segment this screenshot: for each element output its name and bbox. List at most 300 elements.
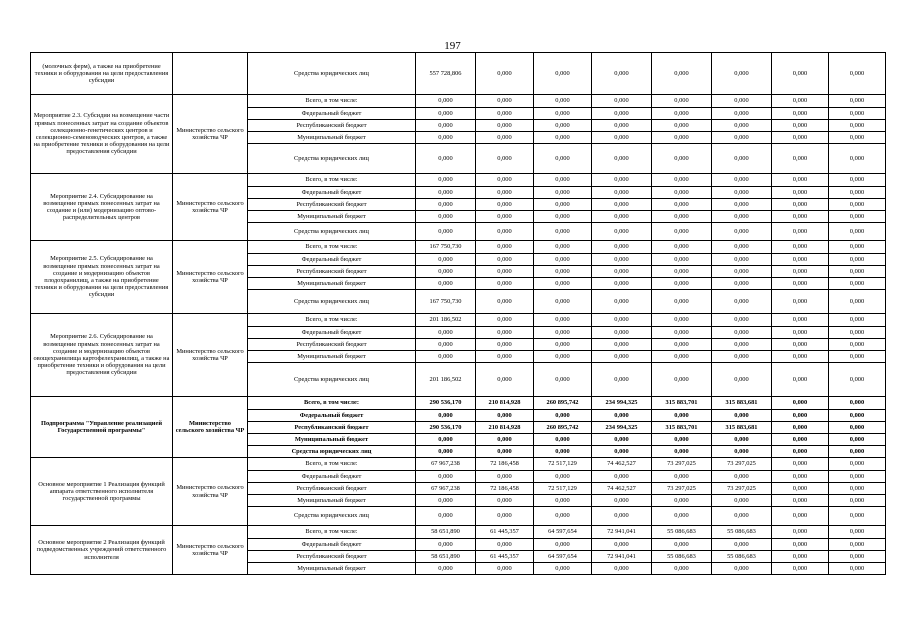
amount-cell: 0,000 [592, 327, 652, 339]
amount-cell: 0,000 [712, 507, 772, 526]
funding-source-cell: Федеральный бюджет [248, 539, 416, 551]
funding-source-cell: Муниципальный бюджет [248, 351, 416, 363]
amount-cell: 0,000 [534, 254, 592, 266]
funding-source-cell: Республиканский бюджет [248, 199, 416, 211]
amount-cell: 0,000 [652, 174, 712, 187]
amount-cell: 0,000 [772, 187, 829, 199]
amount-cell: 0,000 [652, 563, 712, 575]
amount-cell: 0,000 [592, 108, 652, 120]
amount-cell: 0,000 [416, 471, 476, 483]
amount-cell: 0,000 [829, 351, 886, 363]
program-name-cell: (молочных ферм), а также на приобретение техники и оборудования на цели предоставления субсидии [31, 53, 173, 95]
amount-cell: 0,000 [592, 95, 652, 108]
amount-cell: 0,000 [476, 539, 534, 551]
amount-cell: 0,000 [829, 339, 886, 351]
amount-cell: 0,000 [829, 327, 886, 339]
program-name-cell: Основное мероприятие 1 Реализация функций аппарата ответственного исполнителя государственной программы [31, 458, 173, 526]
amount-cell: 315 883,701 [652, 422, 712, 434]
amount-cell: 0,000 [829, 551, 886, 563]
funding-source-cell: Федеральный бюджет [248, 327, 416, 339]
amount-cell: 0,000 [772, 507, 829, 526]
amount-cell: 0,000 [652, 223, 712, 241]
amount-cell: 0,000 [829, 187, 886, 199]
amount-cell: 0,000 [652, 363, 712, 397]
amount-cell: 0,000 [772, 254, 829, 266]
amount-cell: 0,000 [772, 314, 829, 327]
amount-cell: 0,000 [476, 446, 534, 458]
amount-cell: 0,000 [829, 132, 886, 144]
amount-cell: 210 814,928 [476, 397, 534, 410]
amount-cell: 210 814,928 [476, 422, 534, 434]
amount-cell: 0,000 [829, 363, 886, 397]
funding-source-cell: Республиканский бюджет [248, 266, 416, 278]
amount-cell: 0,000 [416, 95, 476, 108]
amount-cell: 0,000 [652, 120, 712, 132]
amount-cell: 167 750,730 [416, 241, 476, 254]
funding-source-cell: Всего, в том числе: [248, 241, 416, 254]
amount-cell: 0,000 [772, 223, 829, 241]
executor-cell: Министерство сельского хозяйства ЧР [173, 174, 248, 241]
amount-cell: 0,000 [652, 53, 712, 95]
amount-cell: 67 967,238 [416, 458, 476, 471]
amount-cell: 0,000 [829, 314, 886, 327]
amount-cell: 0,000 [416, 339, 476, 351]
amount-cell: 0,000 [829, 397, 886, 410]
amount-cell: 0,000 [416, 223, 476, 241]
amount-cell: 0,000 [712, 132, 772, 144]
amount-cell: 72 186,458 [476, 483, 534, 495]
amount-cell: 0,000 [772, 471, 829, 483]
amount-cell: 0,000 [592, 199, 652, 211]
amount-cell: 0,000 [416, 254, 476, 266]
amount-cell: 0,000 [476, 132, 534, 144]
amount-cell: 315 883,681 [712, 397, 772, 410]
amount-cell: 0,000 [592, 174, 652, 187]
amount-cell: 0,000 [476, 327, 534, 339]
amount-cell: 0,000 [592, 471, 652, 483]
amount-cell: 0,000 [416, 199, 476, 211]
amount-cell: 0,000 [534, 187, 592, 199]
amount-cell: 0,000 [772, 339, 829, 351]
amount-cell: 0,000 [416, 351, 476, 363]
funding-source-cell: Федеральный бюджет [248, 108, 416, 120]
amount-cell: 0,000 [829, 144, 886, 174]
amount-cell: 0,000 [712, 290, 772, 314]
amount-cell: 0,000 [476, 223, 534, 241]
amount-cell: 0,000 [712, 278, 772, 290]
amount-cell: 234 994,325 [592, 397, 652, 410]
amount-cell: 73 297,025 [652, 483, 712, 495]
amount-cell: 0,000 [712, 446, 772, 458]
amount-cell: 0,000 [534, 434, 592, 446]
amount-cell: 0,000 [416, 507, 476, 526]
amount-cell: 0,000 [534, 563, 592, 575]
amount-cell: 0,000 [592, 351, 652, 363]
table-row [31, 241, 886, 254]
amount-cell: 0,000 [592, 507, 652, 526]
amount-cell: 0,000 [712, 144, 772, 174]
funding-source-cell: Федеральный бюджет [248, 471, 416, 483]
amount-cell: 0,000 [772, 211, 829, 223]
amount-cell: 0,000 [476, 241, 534, 254]
amount-cell: 0,000 [772, 108, 829, 120]
amount-cell: 0,000 [772, 132, 829, 144]
amount-cell: 0,000 [652, 314, 712, 327]
amount-cell: 0,000 [592, 495, 652, 507]
amount-cell: 0,000 [534, 95, 592, 108]
amount-cell: 0,000 [592, 434, 652, 446]
amount-cell: 0,000 [829, 108, 886, 120]
program-name-cell: Мероприятие 2.4. Субсидирование на возмещение прямых понесенных затрат на создание и (или) модернизацию оптово-распределительных центров [31, 174, 173, 241]
amount-cell: 0,000 [534, 507, 592, 526]
amount-cell: 0,000 [534, 108, 592, 120]
amount-cell: 0,000 [652, 351, 712, 363]
amount-cell: 72 941,041 [592, 526, 652, 539]
amount-cell: 72 941,041 [592, 551, 652, 563]
amount-cell: 0,000 [534, 199, 592, 211]
funding-source-cell: Всего, в том числе: [248, 95, 416, 108]
amount-cell: 0,000 [829, 446, 886, 458]
amount-cell: 0,000 [652, 132, 712, 144]
executor-cell: Министерство сельского хозяйства ЧР [173, 458, 248, 526]
amount-cell: 0,000 [772, 397, 829, 410]
amount-cell: 0,000 [712, 266, 772, 278]
amount-cell: 0,000 [829, 120, 886, 132]
amount-cell: 0,000 [416, 278, 476, 290]
amount-cell: 0,000 [829, 422, 886, 434]
amount-cell: 0,000 [534, 241, 592, 254]
amount-cell: 55 086,683 [712, 551, 772, 563]
amount-cell: 0,000 [772, 551, 829, 563]
amount-cell: 0,000 [712, 223, 772, 241]
amount-cell: 0,000 [772, 241, 829, 254]
funding-source-cell: Республиканский бюджет [248, 551, 416, 563]
amount-cell: 260 895,742 [534, 397, 592, 410]
amount-cell: 0,000 [476, 211, 534, 223]
amount-cell: 0,000 [534, 132, 592, 144]
funding-source-cell: Средства юридических лиц [248, 363, 416, 397]
funding-source-cell: Муниципальный бюджет [248, 434, 416, 446]
amount-cell: 0,000 [592, 254, 652, 266]
budget-table [30, 52, 886, 575]
funding-source-cell: Средства юридических лиц [248, 290, 416, 314]
amount-cell: 0,000 [652, 339, 712, 351]
amount-cell: 0,000 [592, 53, 652, 95]
amount-cell: 0,000 [829, 471, 886, 483]
amount-cell: 0,000 [829, 53, 886, 95]
amount-cell: 0,000 [534, 410, 592, 422]
amount-cell: 55 086,683 [652, 551, 712, 563]
amount-cell: 0,000 [592, 290, 652, 314]
amount-cell: 61 445,357 [476, 526, 534, 539]
amount-cell: 0,000 [476, 495, 534, 507]
amount-cell: 0,000 [534, 446, 592, 458]
amount-cell: 290 536,170 [416, 422, 476, 434]
amount-cell: 58 651,890 [416, 551, 476, 563]
amount-cell: 0,000 [772, 120, 829, 132]
amount-cell: 0,000 [534, 471, 592, 483]
amount-cell: 0,000 [592, 223, 652, 241]
amount-cell: 0,000 [476, 120, 534, 132]
amount-cell: 0,000 [476, 290, 534, 314]
amount-cell: 0,000 [592, 144, 652, 174]
amount-cell: 0,000 [416, 144, 476, 174]
amount-cell: 0,000 [534, 278, 592, 290]
amount-cell: 0,000 [534, 211, 592, 223]
amount-cell: 0,000 [592, 120, 652, 132]
amount-cell: 72 517,129 [534, 483, 592, 495]
amount-cell: 0,000 [592, 363, 652, 397]
amount-cell: 0,000 [772, 95, 829, 108]
funding-source-cell: Муниципальный бюджет [248, 211, 416, 223]
table-row [31, 174, 886, 187]
amount-cell: 0,000 [712, 434, 772, 446]
amount-cell: 0,000 [772, 351, 829, 363]
amount-cell: 0,000 [652, 254, 712, 266]
amount-cell: 0,000 [652, 495, 712, 507]
amount-cell: 0,000 [652, 410, 712, 422]
amount-cell: 0,000 [772, 526, 829, 539]
amount-cell: 0,000 [476, 363, 534, 397]
amount-cell: 0,000 [652, 434, 712, 446]
funding-source-cell: Республиканский бюджет [248, 483, 416, 495]
amount-cell: 0,000 [652, 290, 712, 314]
amount-cell: 0,000 [772, 458, 829, 471]
amount-cell: 55 086,683 [712, 526, 772, 539]
amount-cell: 0,000 [534, 266, 592, 278]
amount-cell: 0,000 [652, 211, 712, 223]
amount-cell: 0,000 [829, 199, 886, 211]
amount-cell: 64 597,654 [534, 526, 592, 539]
amount-cell: 0,000 [772, 563, 829, 575]
amount-cell: 0,000 [476, 254, 534, 266]
program-name-cell: Основное мероприятие 2 Реализация функций подведомственных учреждений ответственного исполнителя [31, 526, 173, 575]
executor-cell: Министерство сельского хозяйства ЧР [173, 314, 248, 397]
amount-cell: 55 086,683 [652, 526, 712, 539]
amount-cell: 0,000 [476, 266, 534, 278]
amount-cell: 0,000 [772, 278, 829, 290]
amount-cell: 0,000 [772, 434, 829, 446]
amount-cell: 61 445,357 [476, 551, 534, 563]
amount-cell: 0,000 [712, 314, 772, 327]
amount-cell: 0,000 [476, 95, 534, 108]
amount-cell: 0,000 [652, 327, 712, 339]
amount-cell: 0,000 [652, 539, 712, 551]
funding-source-cell: Всего, в том числе: [248, 397, 416, 410]
amount-cell: 0,000 [534, 314, 592, 327]
funding-source-cell: Республиканский бюджет [248, 120, 416, 132]
amount-cell: 73 297,025 [712, 458, 772, 471]
amount-cell: 0,000 [712, 174, 772, 187]
amount-cell: 234 994,325 [592, 422, 652, 434]
amount-cell: 0,000 [476, 314, 534, 327]
amount-cell: 0,000 [534, 144, 592, 174]
amount-cell: 0,000 [829, 563, 886, 575]
amount-cell: 0,000 [534, 351, 592, 363]
amount-cell: 0,000 [534, 290, 592, 314]
amount-cell: 0,000 [416, 174, 476, 187]
amount-cell: 0,000 [772, 410, 829, 422]
funding-source-cell: Средства юридических лиц [248, 446, 416, 458]
amount-cell: 0,000 [652, 187, 712, 199]
amount-cell: 0,000 [534, 495, 592, 507]
amount-cell: 0,000 [416, 539, 476, 551]
amount-cell: 0,000 [416, 187, 476, 199]
amount-cell: 0,000 [416, 108, 476, 120]
amount-cell: 0,000 [416, 120, 476, 132]
amount-cell: 0,000 [712, 120, 772, 132]
amount-cell: 0,000 [476, 351, 534, 363]
funding-source-cell: Муниципальный бюджет [248, 495, 416, 507]
amount-cell: 0,000 [592, 563, 652, 575]
executor-cell: Министерство сельского хозяйства ЧР [173, 526, 248, 575]
funding-source-cell: Средства юридических лиц [248, 53, 416, 95]
amount-cell: 0,000 [534, 339, 592, 351]
amount-cell: 0,000 [534, 53, 592, 95]
amount-cell: 0,000 [772, 144, 829, 174]
amount-cell: 73 297,025 [712, 483, 772, 495]
amount-cell: 0,000 [416, 266, 476, 278]
amount-cell: 0,000 [476, 434, 534, 446]
program-name-cell: Мероприятие 2.3. Субсидии на возмещение части прямых понесенных затрат на создание объектов селекционно-генетических центров и селекционно-семеноводческих центров, а также на приобретение техники и оборудования на цели предоставления субсидии [31, 95, 173, 174]
funding-source-cell: Республиканский бюджет [248, 339, 416, 351]
amount-cell: 0,000 [534, 174, 592, 187]
amount-cell: 201 186,502 [416, 363, 476, 397]
amount-cell: 0,000 [772, 483, 829, 495]
amount-cell: 0,000 [652, 278, 712, 290]
amount-cell: 0,000 [652, 266, 712, 278]
amount-cell: 0,000 [652, 507, 712, 526]
amount-cell: 0,000 [772, 290, 829, 314]
amount-cell: 0,000 [416, 446, 476, 458]
amount-cell: 0,000 [829, 290, 886, 314]
amount-cell: 0,000 [534, 223, 592, 241]
amount-cell: 0,000 [829, 507, 886, 526]
amount-cell: 0,000 [712, 95, 772, 108]
table-row [31, 458, 886, 471]
amount-cell: 0,000 [829, 410, 886, 422]
amount-cell: 0,000 [712, 241, 772, 254]
amount-cell: 0,000 [712, 539, 772, 551]
amount-cell: 0,000 [712, 471, 772, 483]
table-row [31, 314, 886, 327]
amount-cell: 0,000 [476, 563, 534, 575]
amount-cell: 0,000 [592, 410, 652, 422]
amount-cell: 72 186,458 [476, 458, 534, 471]
funding-source-cell: Всего, в том числе: [248, 174, 416, 187]
amount-cell: 0,000 [592, 241, 652, 254]
amount-cell: 0,000 [829, 241, 886, 254]
funding-source-cell: Всего, в том числе: [248, 526, 416, 539]
amount-cell: 0,000 [772, 266, 829, 278]
amount-cell: 0,000 [772, 363, 829, 397]
amount-cell: 0,000 [416, 211, 476, 223]
amount-cell: 0,000 [592, 187, 652, 199]
amount-cell: 0,000 [712, 563, 772, 575]
amount-cell: 0,000 [476, 410, 534, 422]
amount-cell: 0,000 [772, 539, 829, 551]
amount-cell: 0,000 [829, 483, 886, 495]
amount-cell: 0,000 [476, 339, 534, 351]
amount-cell: 0,000 [652, 199, 712, 211]
amount-cell: 0,000 [829, 254, 886, 266]
program-name-cell: Подпрограмма "Управление реализацией Государственной программы" [31, 397, 173, 458]
amount-cell: 290 536,170 [416, 397, 476, 410]
amount-cell: 557 728,806 [416, 53, 476, 95]
table-row [31, 526, 886, 539]
funding-source-cell: Муниципальный бюджет [248, 278, 416, 290]
amount-cell: 0,000 [712, 199, 772, 211]
amount-cell: 0,000 [652, 241, 712, 254]
amount-cell: 0,000 [476, 187, 534, 199]
table-row [31, 53, 886, 95]
amount-cell: 58 651,890 [416, 526, 476, 539]
amount-cell: 74 462,527 [592, 458, 652, 471]
funding-source-cell: Федеральный бюджет [248, 410, 416, 422]
executor-cell: Министерство сельского хозяйства ЧР [173, 95, 248, 174]
amount-cell: 0,000 [476, 174, 534, 187]
amount-cell: 0,000 [829, 174, 886, 187]
amount-cell: 0,000 [592, 278, 652, 290]
amount-cell: 0,000 [416, 327, 476, 339]
amount-cell: 0,000 [416, 410, 476, 422]
executor-cell: Министерство сельского хозяйства ЧР [173, 241, 248, 314]
amount-cell: 315 883,681 [712, 422, 772, 434]
amount-cell: 0,000 [772, 174, 829, 187]
amount-cell: 0,000 [476, 108, 534, 120]
amount-cell: 0,000 [829, 434, 886, 446]
amount-cell: 0,000 [712, 339, 772, 351]
amount-cell: 0,000 [416, 132, 476, 144]
amount-cell: 0,000 [712, 327, 772, 339]
amount-cell: 0,000 [534, 539, 592, 551]
page-number: 197 [444, 40, 461, 52]
amount-cell: 0,000 [416, 495, 476, 507]
funding-source-cell: Республиканский бюджет [248, 422, 416, 434]
amount-cell: 0,000 [652, 446, 712, 458]
funding-source-cell: Муниципальный бюджет [248, 563, 416, 575]
amount-cell: 0,000 [592, 314, 652, 327]
executor-cell [173, 53, 248, 95]
amount-cell: 0,000 [416, 434, 476, 446]
amount-cell: 0,000 [829, 266, 886, 278]
amount-cell: 0,000 [652, 108, 712, 120]
amount-cell: 0,000 [534, 327, 592, 339]
amount-cell: 0,000 [829, 458, 886, 471]
amount-cell: 0,000 [534, 363, 592, 397]
funding-source-cell: Средства юридических лиц [248, 144, 416, 174]
executor-cell: Министерство сельского хозяйства ЧР [173, 397, 248, 458]
amount-cell: 0,000 [829, 95, 886, 108]
amount-cell: 201 186,502 [416, 314, 476, 327]
amount-cell: 0,000 [652, 471, 712, 483]
funding-source-cell: Средства юридических лиц [248, 223, 416, 241]
program-name-cell: Мероприятие 2.5. Субсидирование на возмещение прямых понесенных затрат на создание и модернизацию объектов плодохранилищ, а также на приобретение техники и оборудования на цели предоставления субсидии [31, 241, 173, 314]
amount-cell: 0,000 [772, 422, 829, 434]
amount-cell: 0,000 [476, 53, 534, 95]
amount-cell: 72 517,129 [534, 458, 592, 471]
amount-cell: 0,000 [534, 120, 592, 132]
table-row [31, 95, 886, 108]
amount-cell: 0,000 [476, 507, 534, 526]
amount-cell: 0,000 [476, 199, 534, 211]
amount-cell: 0,000 [712, 410, 772, 422]
amount-cell: 0,000 [772, 495, 829, 507]
amount-cell: 0,000 [592, 539, 652, 551]
amount-cell: 0,000 [829, 223, 886, 241]
program-name-cell: Мероприятие 2.6. Субсидирование на возмещение прямых понесенных затрат на создание и модернизацию объектов овощехранилища картофелехранилищ, а также на приобретение техники и оборудования на цели предоставления субсидии [31, 314, 173, 397]
amount-cell: 0,000 [476, 278, 534, 290]
